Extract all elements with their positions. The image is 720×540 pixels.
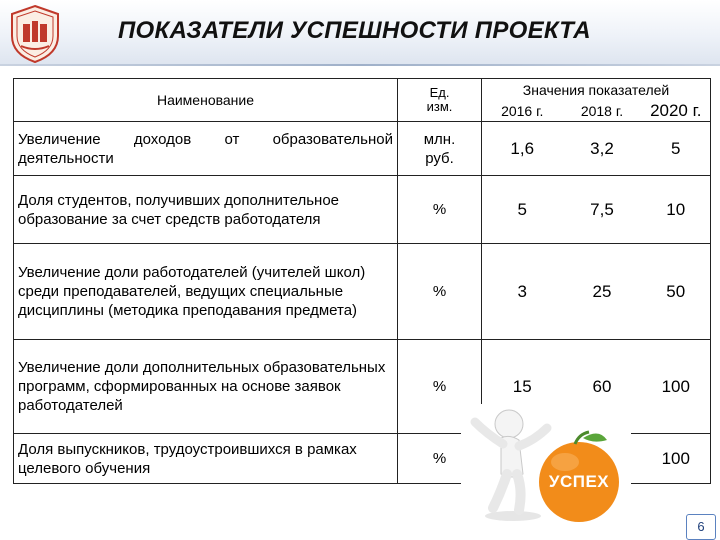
header-year-2018: 2018 г. bbox=[563, 101, 642, 122]
table-row bbox=[14, 244, 711, 340]
row-unit-label: млн. руб. bbox=[423, 130, 456, 167]
success-badge-text: УСПЕХ bbox=[548, 472, 610, 491]
row-name: Доля выпускников, трудоустроившихся в рамках целевого обучения bbox=[14, 434, 398, 484]
page-number: 6 bbox=[686, 514, 716, 540]
header-name: Наименование bbox=[14, 79, 398, 122]
row-value-2018: 3,2 bbox=[563, 122, 642, 176]
row-value-2020: 100 bbox=[642, 340, 711, 434]
row-value-2016: 3 bbox=[482, 244, 563, 340]
row-value-2020: 10 bbox=[642, 176, 711, 244]
row-value-2020: 100 bbox=[642, 434, 711, 484]
row-value-2020: 50 bbox=[642, 244, 711, 340]
row-value-2018: 60 bbox=[563, 340, 642, 434]
header-year-2016: 2016 г. bbox=[482, 101, 563, 122]
row-name: Увеличение доходов от образовательной деятельности bbox=[14, 122, 398, 176]
row-value-2016: 1,6 bbox=[482, 122, 563, 176]
header-year-2020: 2020 г. bbox=[642, 101, 711, 122]
table-row bbox=[14, 176, 711, 244]
row-unit bbox=[398, 122, 482, 176]
row-value-2016: 5 bbox=[482, 176, 563, 244]
success-mascot-illustration bbox=[461, 404, 631, 524]
header-values: Значения показателей bbox=[482, 79, 711, 102]
header-unit bbox=[398, 79, 482, 122]
university-logo-icon bbox=[6, 4, 64, 64]
table-row bbox=[14, 122, 711, 176]
mascot-figure-icon bbox=[461, 404, 631, 524]
header-unit-label: Ед. изм. bbox=[426, 85, 453, 114]
row-value-2018: 7,5 bbox=[563, 176, 642, 244]
row-value-2016: 15 bbox=[482, 340, 563, 434]
row-unit: % bbox=[398, 340, 482, 434]
row-unit: % bbox=[398, 434, 482, 484]
row-unit: % bbox=[398, 244, 482, 340]
row-name: Увеличение доли работодателей (учителей школ) среди преподавателей, ведущих специальные дисциплины (методика преподавания предмета) bbox=[14, 244, 398, 340]
row-name: Увеличение доли дополнительных образовательных программ, сформированных на основе заявок работодателей bbox=[14, 340, 398, 434]
page-title: ПОКАЗАТЕЛИ УСПЕШНОСТИ ПРОЕКТА bbox=[118, 17, 591, 44]
row-name: Доля студентов, получивших дополнительное образование за счет средств работодателя bbox=[14, 176, 398, 244]
table-header-row bbox=[14, 79, 711, 102]
row-unit: % bbox=[398, 176, 482, 244]
row-value-2020: 5 bbox=[642, 122, 711, 176]
row-value-2018: 25 bbox=[563, 244, 642, 340]
